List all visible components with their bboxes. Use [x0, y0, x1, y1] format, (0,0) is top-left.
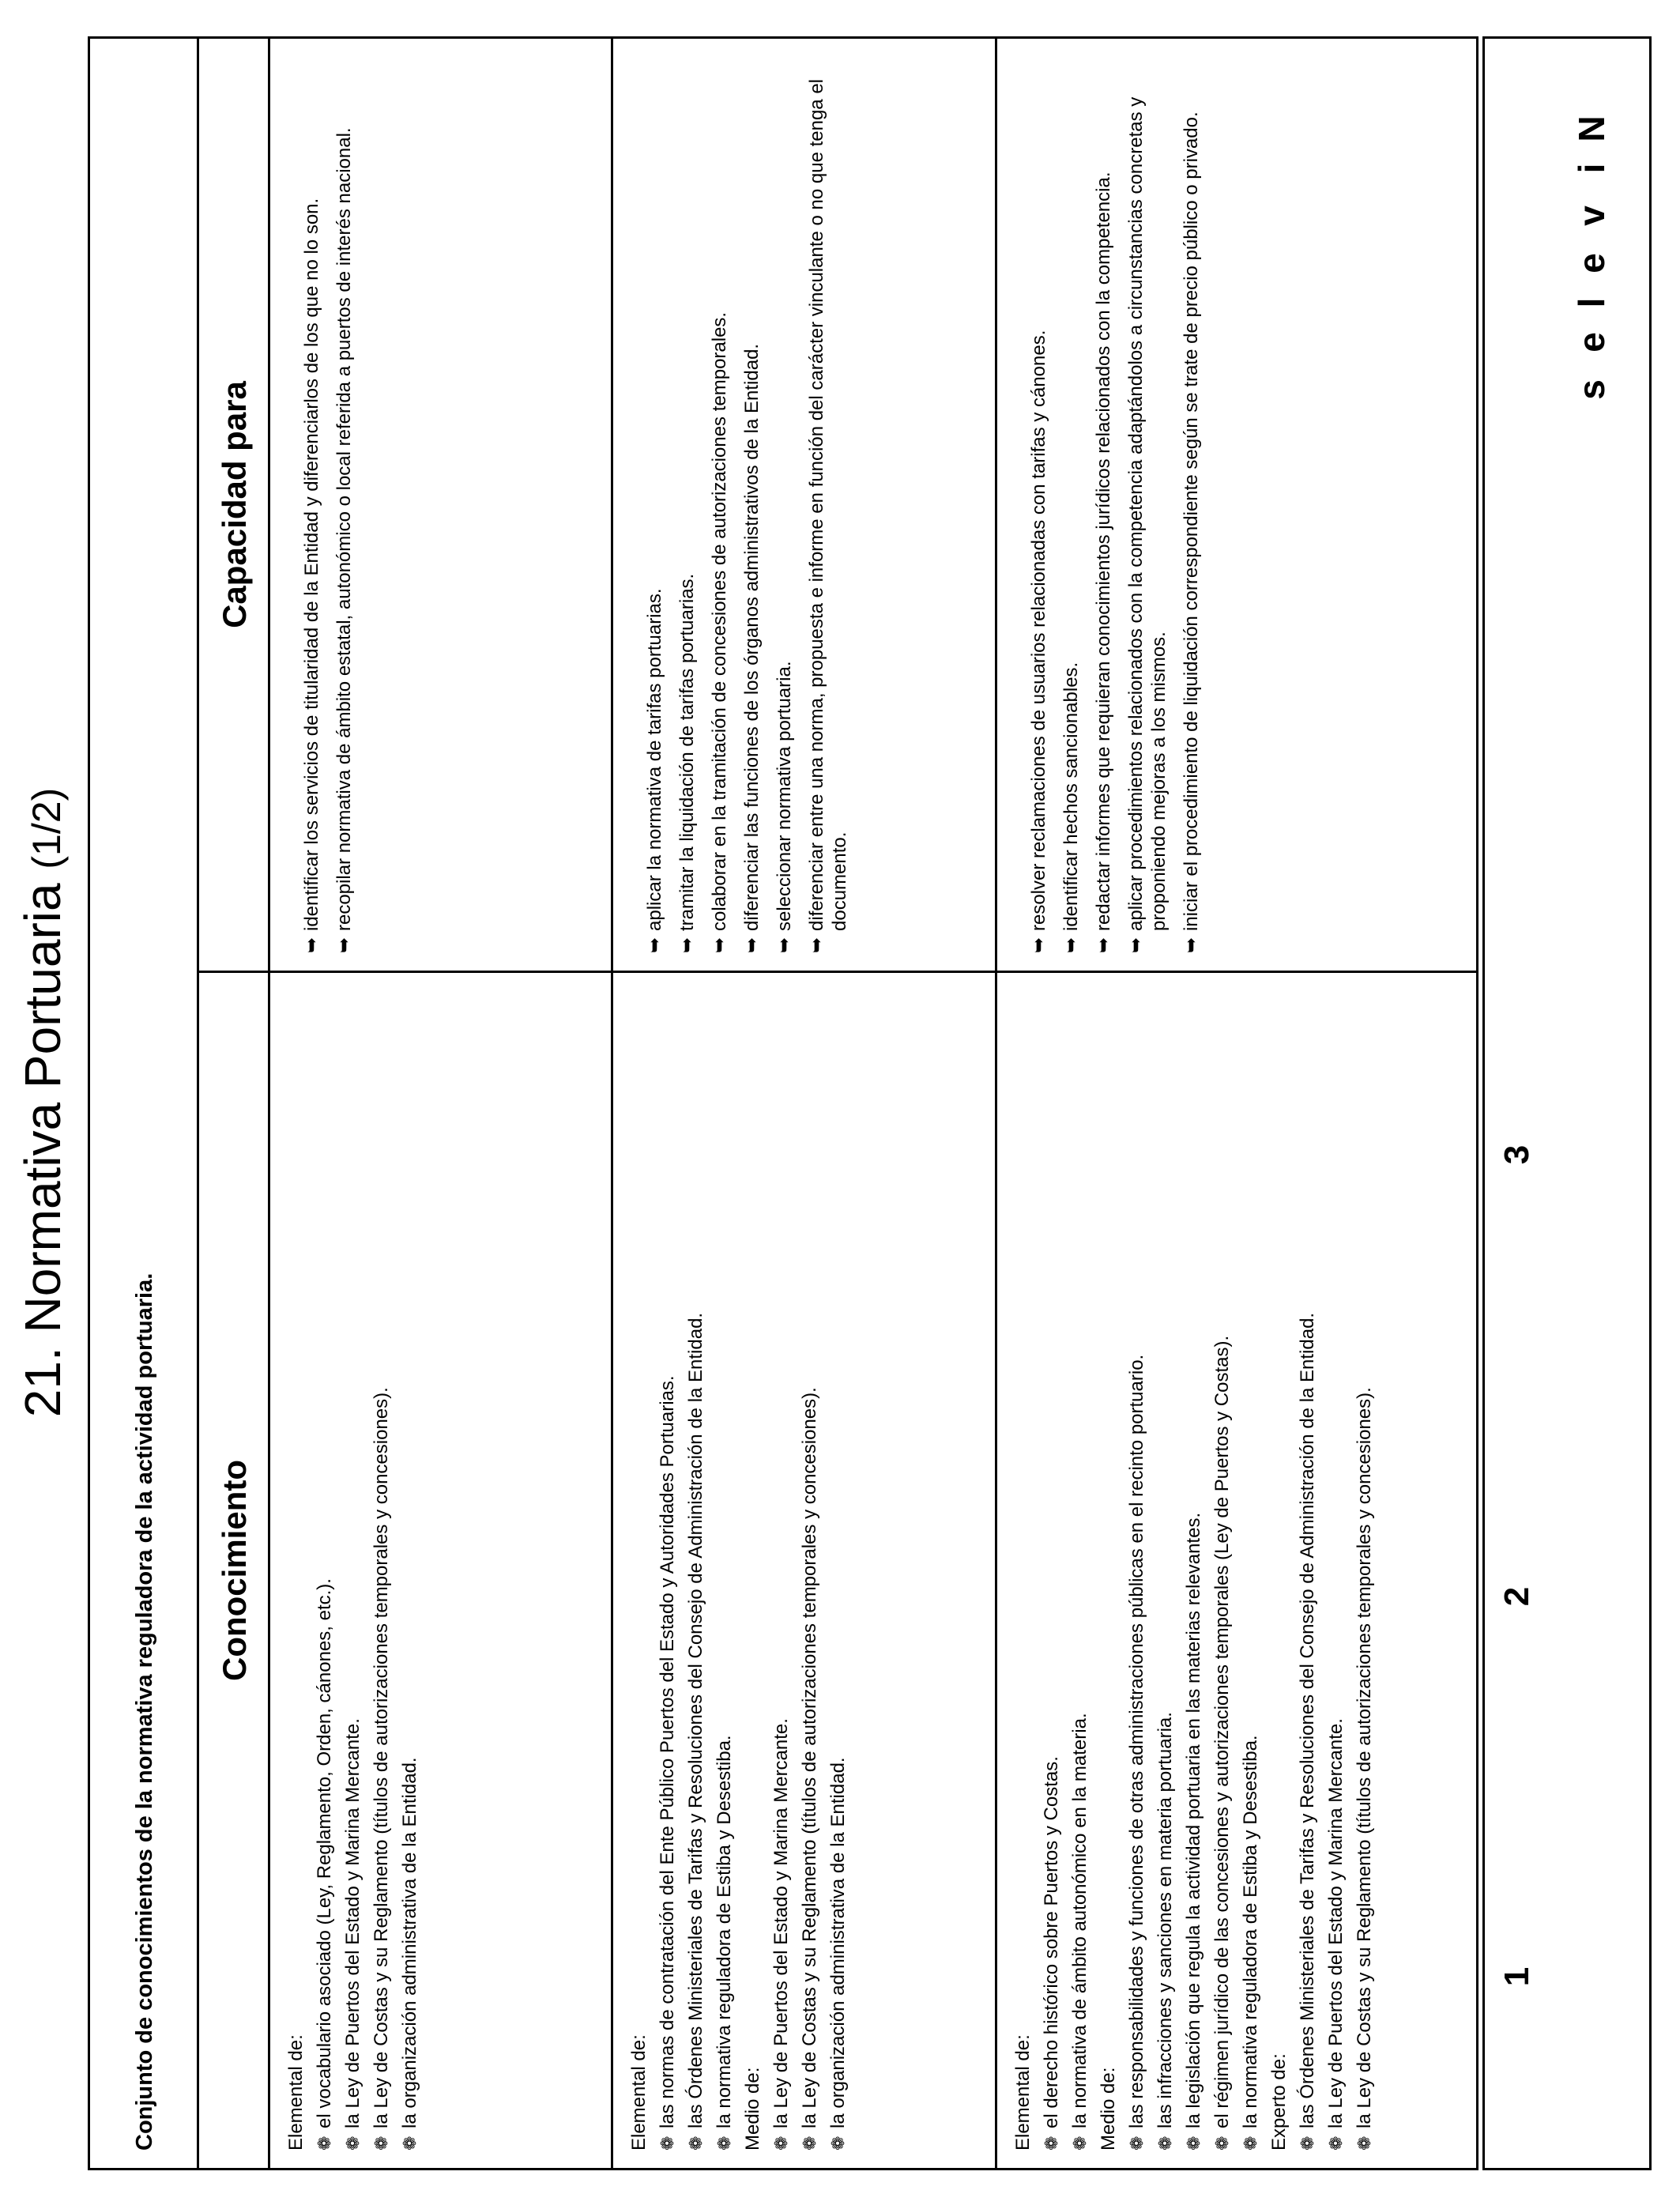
capacity-item: ➥ identificar hechos sancionables.	[1060, 662, 1082, 953]
bullet-icon: ❁	[343, 2136, 363, 2151]
knowledge-item: ❁ la Ley de Costas y su Reglamento (títulos de autorizaciones temporales y concesiones).	[799, 1387, 820, 2151]
arrow-icon: ➥	[644, 937, 665, 953]
arrow-icon: ➥	[1060, 937, 1082, 953]
capacity-cell	[613, 39, 995, 971]
arrow-icon: ➥	[676, 937, 698, 953]
arrow-icon: ➥	[301, 937, 322, 953]
knowledge-item: ❁ el régimen jurídico de las concesiones y autorizaciones temporales (Ley de Puertos y Costas).	[1211, 1335, 1233, 2151]
knowledge-cell	[613, 973, 995, 2168]
bullet-icon: ❁	[828, 2136, 848, 2151]
knowledge-item: ❁ la Ley de Costas y su Reglamento (títulos de autorizaciones temporales y concesiones).	[1354, 1387, 1375, 2151]
arrow-icon: ➥	[709, 937, 730, 953]
knowledge-item: ❁ la Ley de Puertos del Estado y Marina Mercante.	[1325, 1718, 1347, 2151]
arrow-icon: ➥	[1181, 937, 1202, 953]
level-row-2	[613, 39, 997, 2168]
capacity-item: ➥ aplicar procedimientos relacionados con la competencia adaptándolos a circunstancias concretas y proponiendo mejoras a los mismos.	[1125, 96, 1170, 953]
capacity-item: ➥ recopilar normativa de ámbito estatal, autonómico o local referida a puertos de interés nacional.	[333, 127, 355, 953]
arrow-icon: ➥	[806, 937, 827, 953]
rotated-page	[8, 19, 1659, 2186]
knowledge-cell	[270, 973, 611, 2168]
competency-table	[88, 36, 1478, 2170]
arrow-icon: ➥	[1125, 937, 1147, 953]
bullet-icon: ❁	[771, 2136, 791, 2151]
capacity-item: ➥ diferenciar las funciones de los órganos administrativos de la Entidad.	[741, 343, 763, 953]
level-number: 2	[1497, 1586, 1536, 1607]
capacity-item: ➥ tramitar la liquidación de tarifas portuarias.	[676, 573, 698, 953]
bullet-icon: ❁	[1298, 2136, 1317, 2151]
capacity-item: ➥ iniciar el procedimiento de liquidación correspondiente según se trate de precio público o privado.	[1181, 111, 1202, 953]
niveles-letter	[1485, 192, 1649, 239]
knowledge-group-label: Medio de:	[1098, 2067, 1119, 2151]
capacity-item: ➥ redactar informes que requieran conocimientos jurídicos relacionados con la competencia.	[1093, 172, 1114, 953]
knowledge-item: ❁ las responsabilidades y funciones de otras administraciones públicas en el recinto portuario.	[1126, 1354, 1147, 2151]
arrow-icon: ➥	[741, 937, 763, 953]
knowledge-item: ❁ el vocabulario asociado (Ley, Reglamento, Orden, cánones, etc.).	[314, 1578, 335, 2151]
niveles-letter-text: e	[1571, 332, 1612, 352]
knowledge-item: ❁ las Órdenes Ministeriales de Tarifas y Resoluciones del Consejo de Administración de la Entidad.	[685, 1312, 706, 2151]
arrow-icon: ➥	[1093, 937, 1114, 953]
level-number: 3	[1497, 1144, 1536, 1165]
arrow-icon: ➥	[774, 937, 795, 953]
knowledge-group-label: Experto de:	[1268, 2053, 1290, 2151]
arrow-icon: ➥	[333, 937, 355, 953]
bullet-icon: ❁	[1354, 2136, 1374, 2151]
knowledge-item: ❁ la normativa de ámbito autonómico en la materia.	[1069, 1713, 1090, 2151]
knowledge-item: ❁ la organización administrativa de la Entidad.	[827, 1757, 849, 2151]
bullet-icon: ❁	[800, 2136, 819, 2151]
knowledge-group-label: Elemental de:	[628, 2034, 650, 2151]
niveles-letter-text: i	[1571, 163, 1612, 174]
knowledge-item: ❁ la normativa reguladora de Estiba y Desestiba.	[1240, 1735, 1261, 2151]
bullet-icon: ❁	[1326, 2136, 1346, 2151]
capacity-cell	[270, 39, 611, 971]
capacity-item: ➥ diferenciar entre una norma, propuesta e informe en función del carácter vinculante o no que tenga el documento.	[806, 78, 850, 953]
capacity-item: ➥ aplicar la normativa de tarifas portuarias.	[644, 588, 665, 953]
bullet-icon: ❁	[714, 2136, 734, 2151]
knowledge-group-label: Elemental de:	[1012, 2034, 1034, 2151]
knowledge-item: ❁ la Ley de Puertos del Estado y Marina Mercante.	[770, 1718, 792, 2151]
capacity-cell	[997, 39, 1481, 971]
knowledge-item: ❁ la Ley de Costas y su Reglamento (títulos de autorizaciones temporales y concesiones).	[371, 1387, 392, 2151]
knowledge-group-label: Elemental de:	[285, 2034, 307, 2151]
bullet-icon: ❁	[686, 2136, 706, 2151]
niveles-letter-text: e	[1571, 253, 1612, 273]
level-row-1	[270, 39, 613, 2168]
knowledge-column-header: Conocimiento	[199, 973, 270, 2168]
knowledge-item: ❁ la legislación que regula la actividad portuaria en las materias relevantes.	[1183, 1512, 1204, 2151]
niveles-band	[1482, 36, 1652, 2170]
knowledge-group-label: Medio de:	[742, 2067, 763, 2151]
knowledge-item: ❁ el derecho histórico sobre Puertos y Costas.	[1041, 1756, 1062, 2151]
knowledge-cell	[997, 973, 1481, 2168]
knowledge-item: ❁ la Ley de Puertos del Estado y Marina Mercante.	[342, 1718, 363, 2151]
table-heading: Conjunto de conocimientos de la normativa reguladora de la actividad portuaria.	[90, 39, 199, 2168]
bullet-icon: ❁	[1184, 2136, 1203, 2151]
level-number: 1	[1497, 1966, 1536, 1987]
bullet-icon: ❁	[657, 2136, 677, 2151]
knowledge-item: ❁ las infracciones y sanciones en materia portuaria.	[1155, 1712, 1176, 2151]
bullet-icon: ❁	[1212, 2136, 1232, 2151]
capacity-item: ➥ identificar los servicios de titularidad de la Entidad y diferenciarlos de los que no lo son.	[301, 198, 322, 953]
capacity-item: ➥ seleccionar normativa portuaria.	[774, 661, 795, 953]
arrow-icon: ➥	[1028, 937, 1049, 953]
capacity-item: ➥ colaborar en la tramitación de concesiones de autorizaciones temporales.	[709, 311, 730, 953]
niveles-letter-text: s	[1571, 379, 1612, 400]
bullet-icon: ❁	[1155, 2136, 1175, 2151]
knowledge-item: ❁ las Órdenes Ministeriales de Tarifas y Resoluciones del Consejo de Administración de la Entidad.	[1297, 1312, 1318, 2151]
niveles-letter	[1485, 366, 1649, 413]
bullet-icon: ❁	[1127, 2136, 1147, 2151]
bullet-icon: ❁	[1070, 2136, 1090, 2151]
bullet-icon: ❁	[371, 2136, 391, 2151]
bullet-icon: ❁	[315, 2136, 334, 2151]
knowledge-item: ❁ la organización administrativa de la Entidad.	[399, 1757, 420, 2151]
niveles-letter	[1485, 319, 1649, 366]
niveles-letter-text: N	[1571, 115, 1612, 142]
capacity-item: ➥ resolver reclamaciones de usuarios relacionadas con tarifas y cánones.	[1028, 330, 1049, 953]
level-row-3	[997, 39, 1481, 2168]
niveles-letter-text: l	[1571, 297, 1612, 308]
bullet-icon: ❁	[1241, 2136, 1260, 2151]
title-text: 21. Normativa Portuaria	[14, 883, 71, 1418]
page-title	[13, 19, 77, 2186]
bullet-icon: ❁	[400, 2136, 420, 2151]
knowledge-item: ❁ las normas de contratación del Ente Público Puertos del Estado y Autoridades Portuarias.	[657, 1375, 678, 2151]
niveles-letter	[1485, 145, 1649, 192]
capacity-column-header: Capacidad para	[199, 39, 270, 971]
knowledge-item: ❁ la normativa reguladora de Estiba y Desestiba.	[714, 1735, 735, 2151]
bullet-icon: ❁	[1042, 2136, 1061, 2151]
title-suffix: (1/2)	[24, 787, 69, 869]
niveles-letter-text: v	[1571, 205, 1612, 226]
